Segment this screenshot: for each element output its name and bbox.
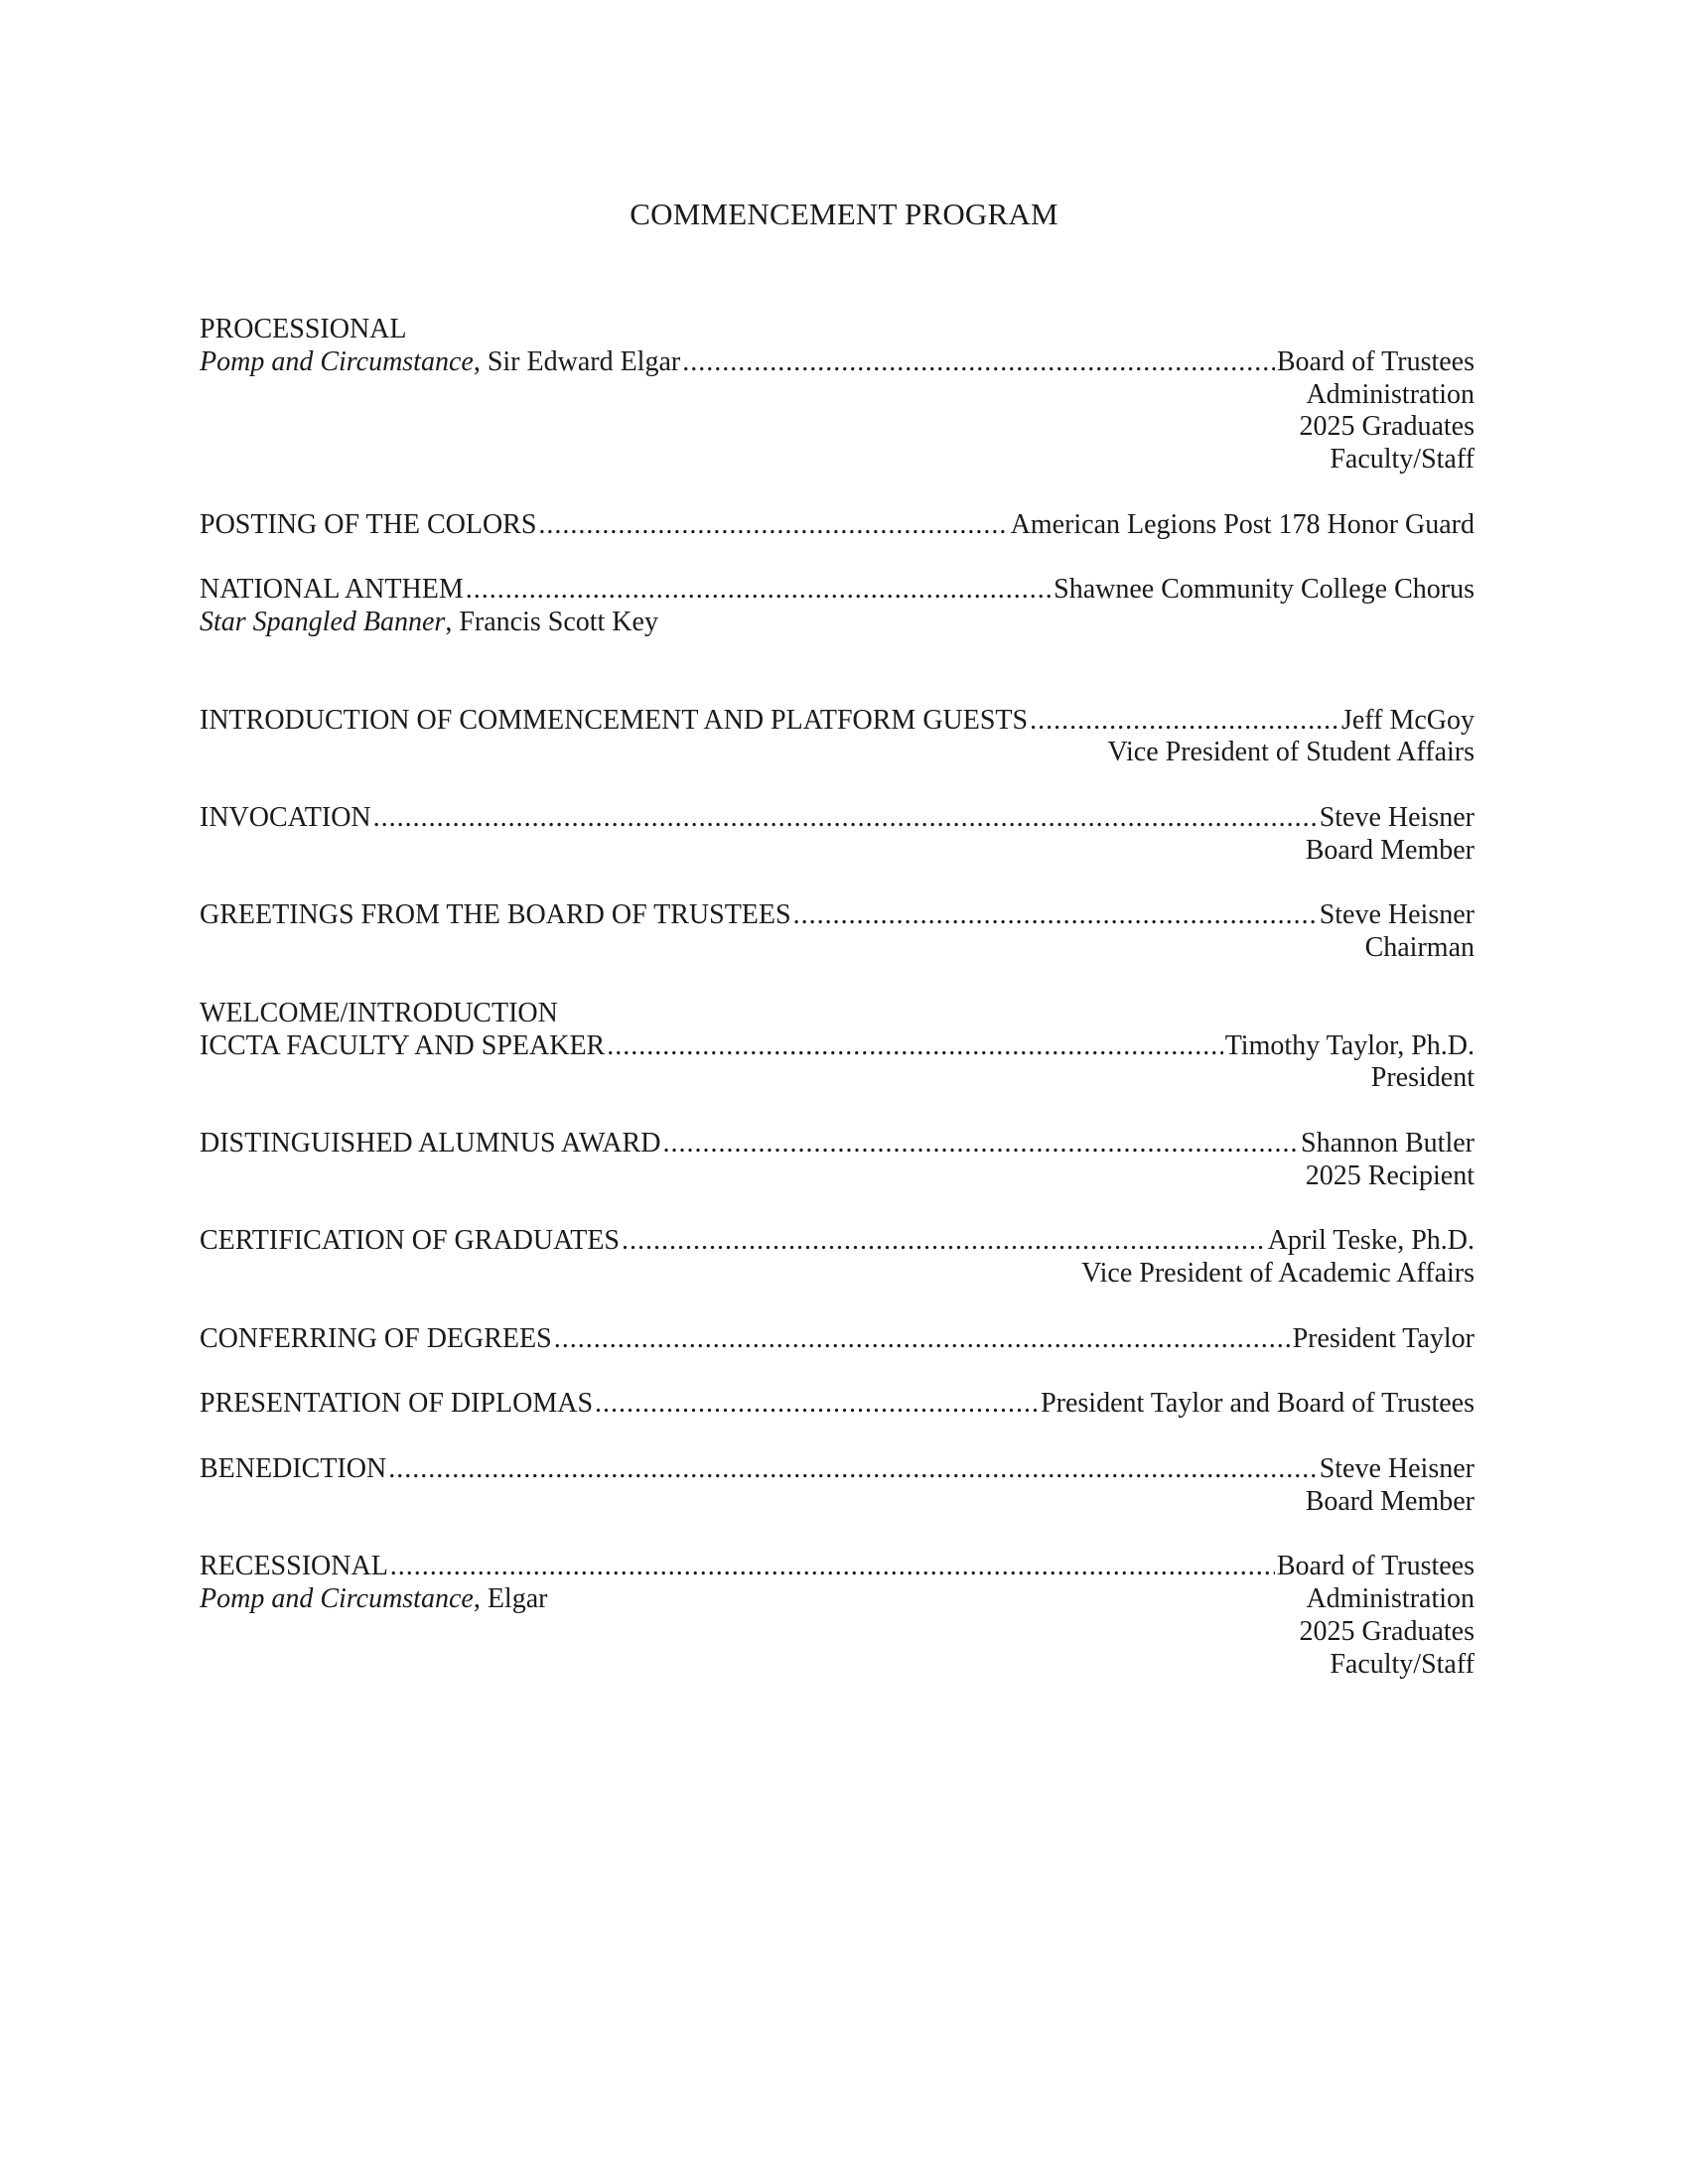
dot-leader [793,899,1318,932]
processional-heading-line [200,314,1475,346]
dot-leader [390,1551,1275,1583]
entry-introduction [200,705,1475,770]
dot-leader [538,509,1008,542]
conferring-heading: CONFERRING OF DEGREES [200,1322,552,1354]
welcome-speaker: Timothy Taylor, Ph.D. [1224,1029,1475,1061]
certification-heading: CERTIFICATION OF GRADUATES [200,1225,621,1257]
entry-recessional [200,1551,1475,1681]
benediction-role: Board Member [1305,1485,1475,1517]
dot-leader [607,1030,1222,1063]
invocation-speaker: Steve Heisner [1319,801,1475,833]
dot-leader [554,1323,1291,1356]
certification-speaker: April Teske, Ph.D. [1267,1225,1475,1257]
processional-participant: Board of Trustees [1276,345,1475,377]
national-anthem-line [200,574,1475,607]
benediction-speaker: Steve Heisner [1319,1452,1475,1484]
entry-certification [200,1225,1475,1291]
introduction-heading: INTRODUCTION OF COMMENCEMENT AND PLATFORM GUESTS [200,704,1029,736]
posting-colors-heading: POSTING OF THE COLORS [200,508,537,540]
dot-leader [682,346,1275,379]
processional-music-composer: , Sir Edward Elgar [473,345,681,377]
dot-leader [622,1225,1266,1258]
diplomas-line [200,1388,1475,1421]
welcome-heading: WELCOME/INTRODUCTION [200,997,558,1028]
alumnus-award-line [200,1128,1475,1160]
posting-colors-line [200,509,1475,542]
greetings-heading: GREETINGS FROM THE BOARD OF TRUSTEES [200,899,791,931]
entry-diplomas [200,1388,1475,1421]
page-title: COMMENCEMENT PROGRAM [630,197,1058,231]
welcome-line [200,1030,1475,1063]
dot-leader [388,1453,1318,1486]
processional-participant: 2025 Graduates [1299,411,1475,443]
processional-music [200,346,680,379]
processional-music-title: Pomp and Circumstance [200,345,474,377]
processional-participant: Administration [1306,378,1475,410]
national-anthem-music [200,607,658,639]
diplomas-speaker: President Taylor and Board of Trustees [1041,1388,1475,1420]
posting-colors-performer: American Legions Post 178 Honor Guard [1010,508,1475,540]
invocation-role: Board Member [1305,834,1475,866]
greetings-speaker: Steve Heisner [1319,899,1475,931]
alumnus-award-heading: DISTINGUISHED ALUMNUS AWARD [200,1127,661,1159]
benediction-heading: BENEDICTION [200,1452,387,1484]
national-anthem-heading: NATIONAL ANTHEM [200,574,464,606]
national-anthem-music-line [200,607,1475,639]
certification-line [200,1225,1475,1258]
recessional-participant: Faculty/Staff [1330,1648,1475,1680]
processional-heading: PROCESSIONAL [200,314,407,344]
welcome-heading-line [200,998,1475,1030]
dot-leader [373,802,1318,835]
introduction-speaker: Jeff McGoy [1340,704,1475,736]
entry-processional [200,314,1475,477]
dot-leader [595,1388,1039,1421]
entry-posting-colors [200,509,1475,542]
entry-welcome [200,998,1475,1095]
recessional-music-line [200,1583,1475,1616]
invocation-line [200,802,1475,835]
introduction-line [200,705,1475,738]
greetings-line [200,899,1475,932]
entry-conferring [200,1323,1475,1356]
conferring-speaker: President Taylor [1292,1322,1475,1354]
processional-participant: Faculty/Staff [1330,444,1475,476]
dot-leader [1030,705,1339,738]
national-anthem-performer: Shawnee Community College Chorus [1054,574,1475,606]
alumnus-award-speaker: Shannon Butler [1301,1127,1475,1159]
dot-leader [662,1128,1299,1160]
alumnus-award-role: 2025 Recipient [1305,1160,1475,1191]
entry-greetings [200,899,1475,965]
introduction-role: Vice President of Student Affairs [1107,737,1475,768]
invocation-heading: INVOCATION [200,801,371,833]
recessional-heading: RECESSIONAL [200,1551,388,1582]
recessional-participant: Administration [1306,1583,1475,1615]
entry-alumnus-award [200,1128,1475,1193]
entry-national-anthem [200,574,1475,639]
recessional-music-composer: , Elgar [473,1583,548,1615]
recessional-line [200,1551,1475,1583]
entry-invocation [200,802,1475,868]
national-anthem-music-composer: , Francis Scott Key [445,607,658,638]
recessional-participant: Board of Trustees [1276,1551,1475,1582]
dot-leader [466,574,1052,607]
entry-benediction [200,1453,1475,1519]
program-list [200,314,1475,1681]
conferring-line [200,1323,1475,1356]
diplomas-heading: PRESENTATION OF DIPLOMAS [200,1388,594,1420]
recessional-participant: 2025 Graduates [1299,1615,1475,1647]
welcome-subheading: ICCTA FACULTY AND SPEAKER [200,1029,606,1061]
national-anthem-music-title: Star Spangled Banner [200,607,446,638]
benediction-line [200,1453,1475,1486]
processional-music-line [200,346,1475,379]
recessional-music [200,1583,547,1616]
certification-role: Vice President of Academic Affairs [1081,1258,1475,1290]
welcome-role: President [1370,1062,1475,1094]
greetings-role: Chairman [1364,932,1475,964]
recessional-music-title: Pomp and Circumstance [200,1583,474,1615]
